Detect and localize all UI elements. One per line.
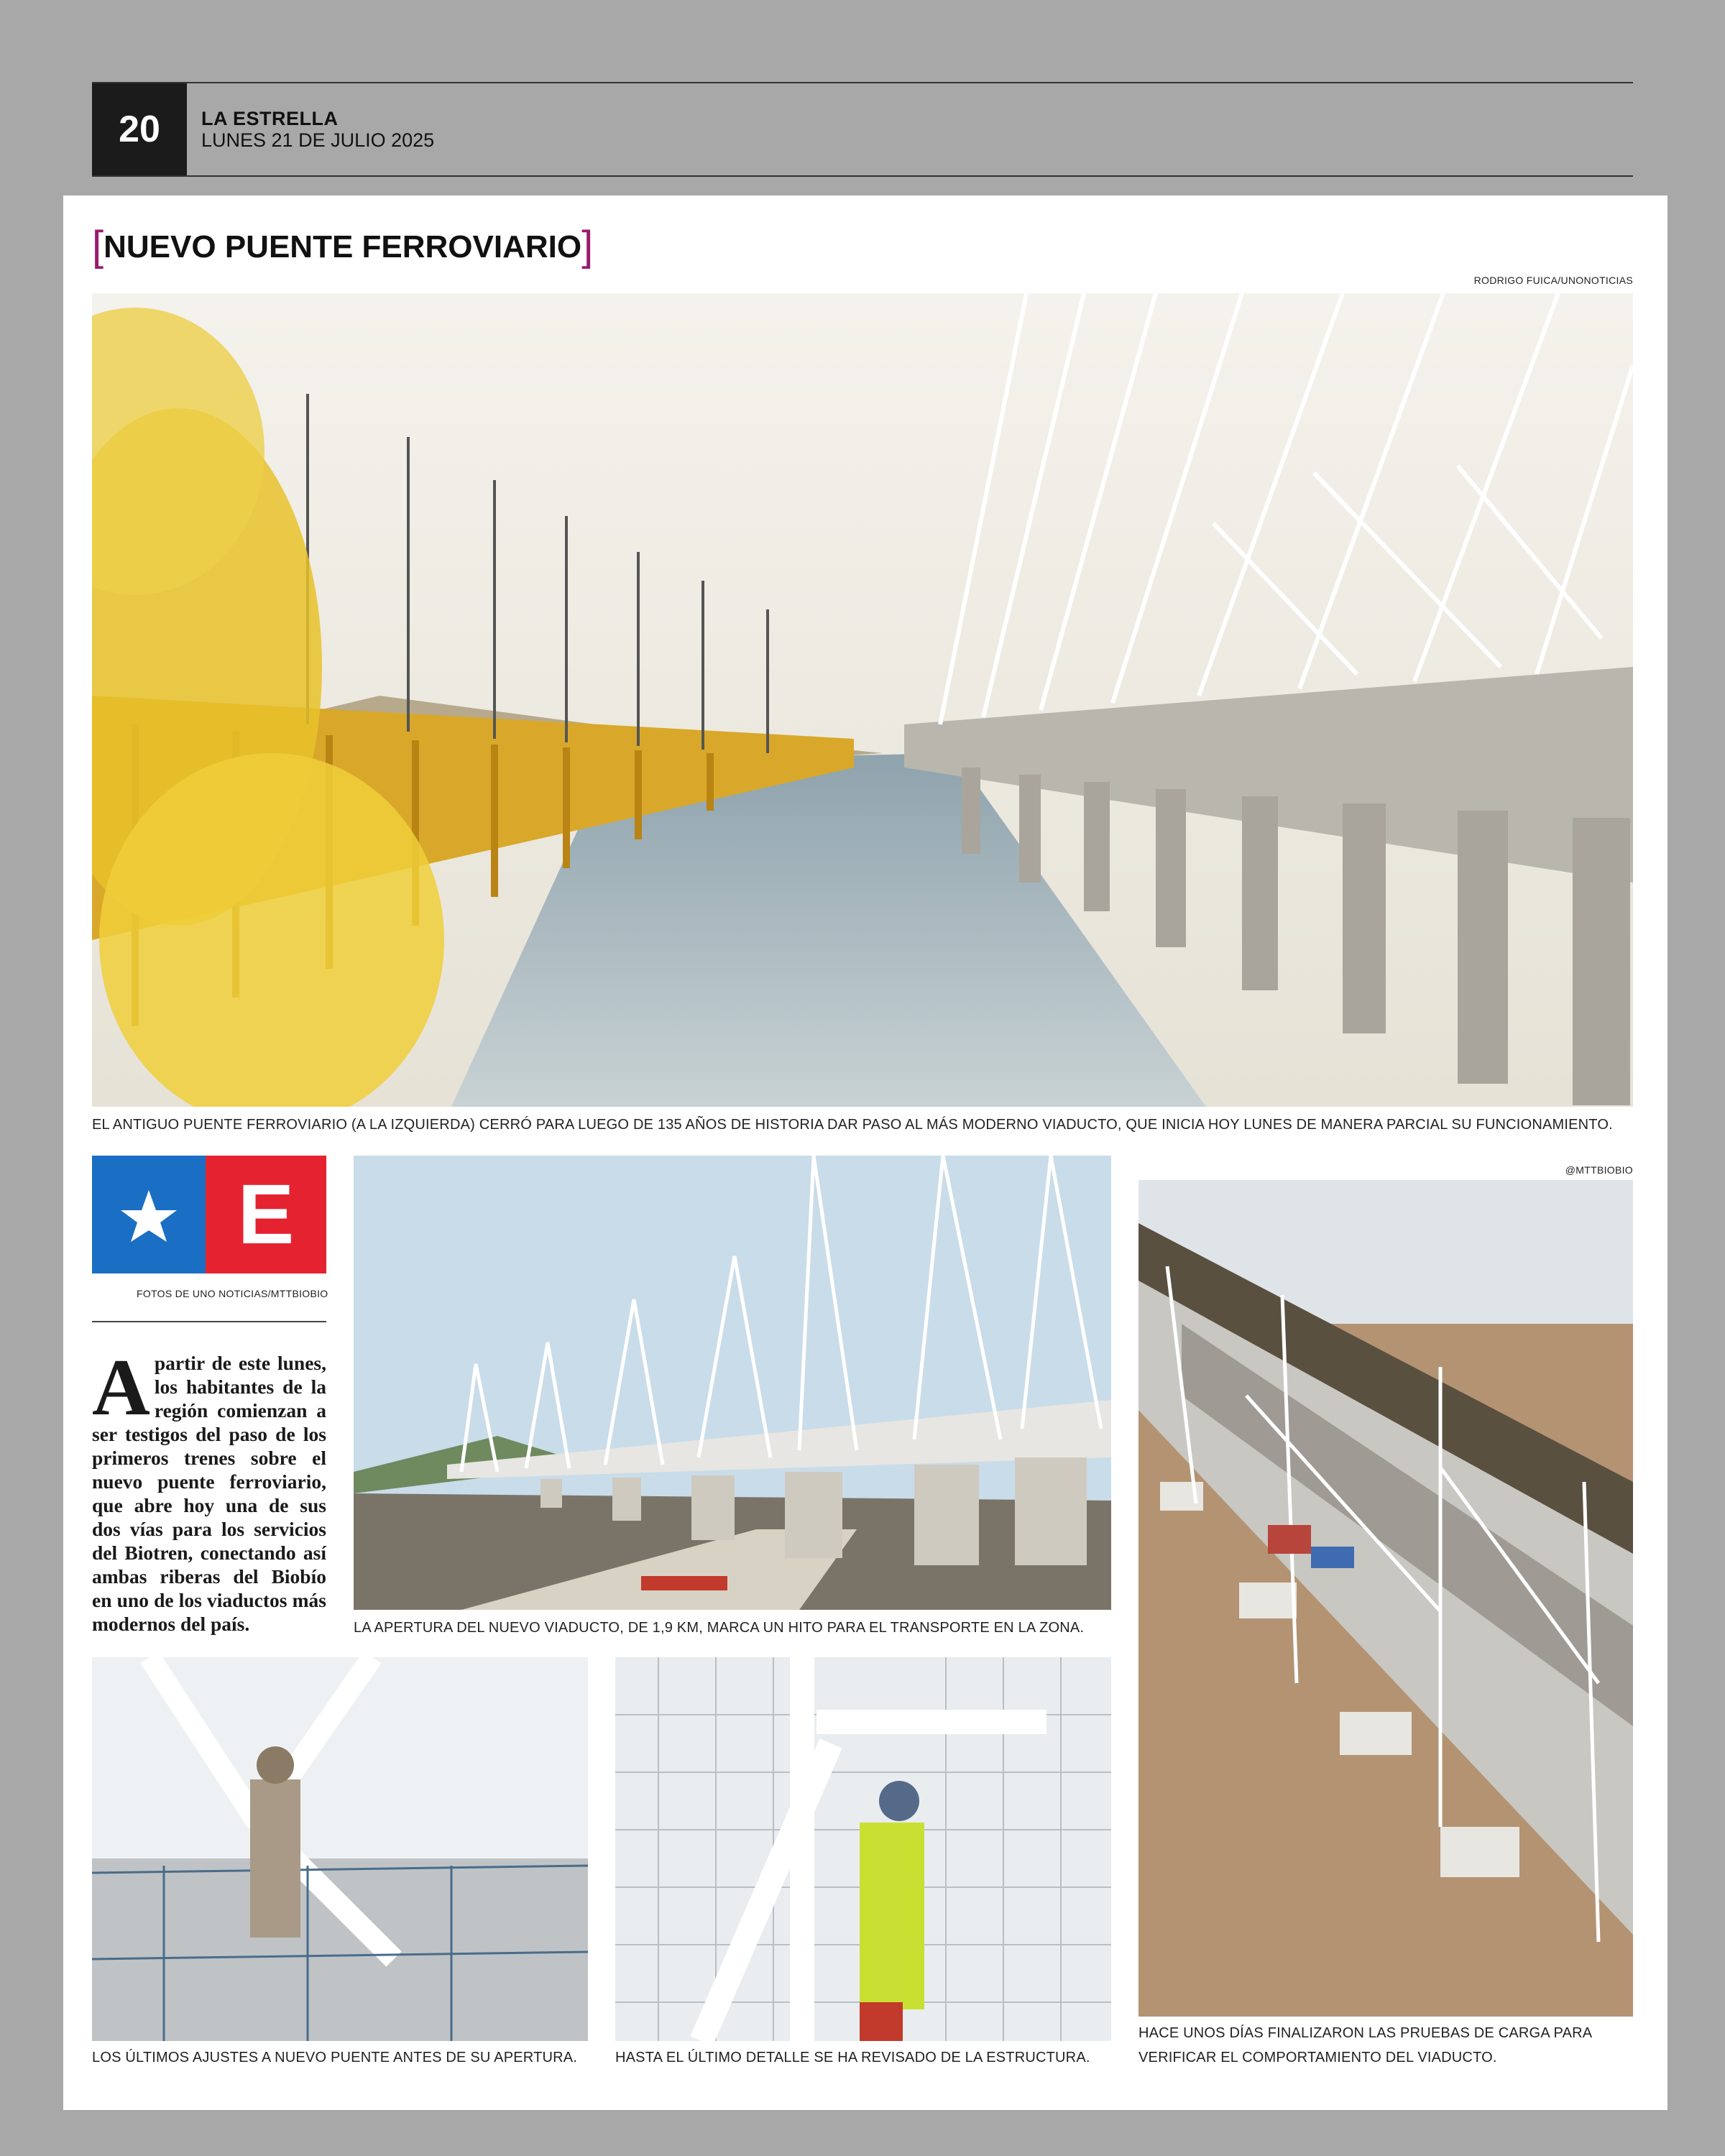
worker-photo-2 bbox=[615, 1657, 1111, 2041]
main-photo-credit: RODRIGO FUICA/UNONOTICIAS bbox=[1473, 275, 1633, 286]
viaduct-caption: LA APERTURA DEL NUEVO VIADUCTO, DE 1,9 KM, MARCA UN HITO PARA EL TRANSPORTE EN LA ZONA. bbox=[354, 1620, 1085, 1636]
aerial-caption-line1: HACE UNOS DÍAS FINALIZARON LAS PRUEBAS DE CARGA PARA bbox=[1138, 2025, 1593, 2041]
worker-photo-2-caption: HASTA EL ÚLTIMO DETALLE SE HA REVISADO DE LA ESTRUCTURA. bbox=[615, 2050, 1090, 2065]
publication-name: LA ESTRELLA bbox=[201, 108, 339, 129]
main-photo-caption: EL ANTIGUO PUENTE FERROVIARIO (A LA IZQUIERDA) CERRÓ PARA LUEGO DE 135 AÑOS DE HISTORIA DAR PASO AL MÁS MODERNO VIADUCTO, QUE INICIA HOY LUNES DE MANERA PARCIAL SU FUNCIONAMIENTO. bbox=[92, 1117, 1613, 1133]
worker-photo-1-caption: LOS ÚLTIMOS AJUSTES A NUEVO PUENTE ANTES DE SU APERTURA. bbox=[92, 2050, 578, 2065]
publication-date: LUNES 21 DE JULIO 2025 bbox=[201, 129, 435, 151]
photos-credit: FOTOS DE UNO NOTICIAS/MTTBIOBIO bbox=[137, 1288, 328, 1299]
worker-photo-1 bbox=[92, 1657, 588, 2041]
article-separator bbox=[92, 1321, 326, 1322]
section-title bbox=[92, 219, 594, 270]
drop-cap: A bbox=[92, 1343, 150, 1432]
aerial-photo bbox=[1138, 1180, 1633, 2017]
bracket-right: ] bbox=[581, 223, 594, 270]
header-top-rule bbox=[92, 82, 1633, 83]
article-body bbox=[92, 1343, 326, 1636]
page-number: 20 bbox=[92, 83, 187, 175]
section-title-text: NUEVO PUENTE FERROVIARIO bbox=[104, 229, 582, 264]
bracket-left: [ bbox=[92, 223, 104, 270]
viaduct-photo bbox=[354, 1156, 1111, 1610]
logo-letter: E bbox=[237, 1167, 295, 1262]
aerial-photo-credit: @MTTBIOBIO bbox=[1565, 1164, 1633, 1176]
newspaper-logo bbox=[92, 1156, 326, 1273]
header-bottom-rule bbox=[92, 175, 1633, 177]
aerial-caption-line2: VERIFICAR EL COMPORTAMIENTO DEL VIADUCTO. bbox=[1138, 2050, 1497, 2065]
main-photo bbox=[92, 293, 1633, 1107]
article-text: partir de este lunes, los habitantes de la región comienzan a ser testigos del paso de los primeros trenes sobre el nuevo puente ferroviario, que abre hoy una de sus dos vías para los servicios del Biotren, conectando así ambas riberas del Biobío en uno de los viaductos más modernos del país. bbox=[92, 1352, 326, 1635]
